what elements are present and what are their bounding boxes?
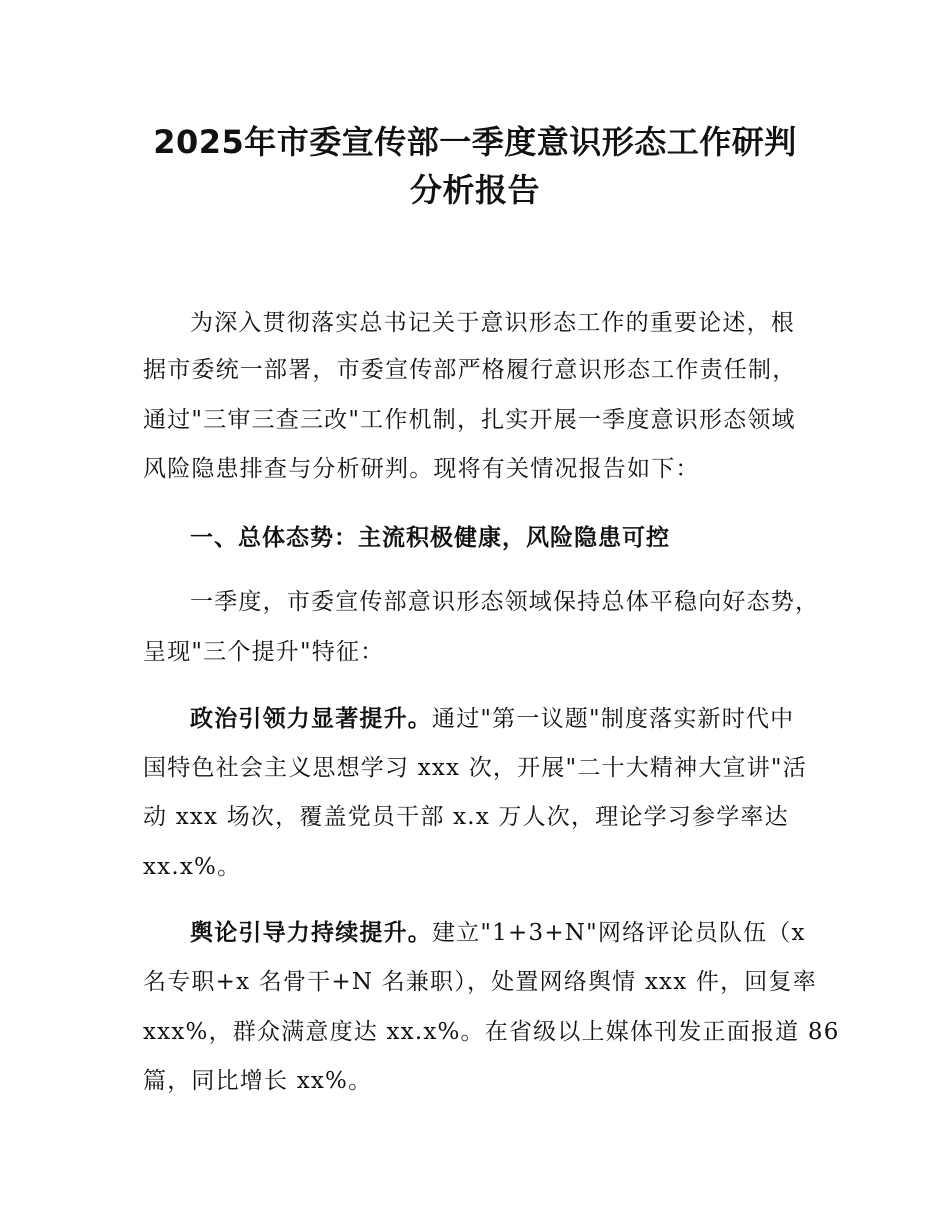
item1-line-2: 国特色社会主义思想学习 xxx 次，开展"二十大精神大宣讲"活 [143,755,807,781]
summary-line-2: 呈现"三个提升"特征： [143,639,385,665]
item2-line-3: xxx%，群众满意度达 xx.x%。在省级以上媒体刊发正面报道 86 [143,1019,840,1045]
item1-line-1 [190,704,794,734]
intro-line-1: 为深入贯彻落实总书记关于意识形态工作的重要论述，根 [190,310,795,336]
document-title-line-1: 2025年市委宣传部一季度意识形态工作研判 [153,123,797,161]
intro-line-4: 风险隐患排查与分析研判。现将有关情况报告如下： [143,456,700,482]
item1-line-4: xx.x%。 [143,854,242,880]
summary-line-1: 一季度，市委宣传部意识形态领域保持总体平稳向好态势， [190,589,820,615]
document-title-line-2: 分析报告 [409,171,540,209]
section-heading: 一、总体态势：主流积极健康，风险隐患可控 [190,525,670,551]
item1-line-3: 动 xxx 场次，覆盖党员干部 x.x 万人次，理论学习参学率达 [143,804,789,830]
intro-line-2: 据市委统一部署，市委宣传部严格履行意识形态工作责任制， [143,357,797,383]
item2-line-1 [190,918,806,948]
item1-lead: 政治引领力显著提升。 [190,706,432,732]
intro-line-3: 通过"三审三查三改"工作机制，扎实开展一季度意识形态领域 [143,407,796,433]
item2-line-4: 篇，同比增长 xx%。 [143,1068,373,1094]
item2-first-rest: 建立"1+3+N"网络评论员队伍（x [432,920,806,946]
item2-lead: 舆论引导力持续提升。 [190,920,432,946]
item2-line-2: 名专职+x 名骨干+N 名兼职），处置网络舆情 xxx 件，回复率 [143,969,817,995]
item1-first-rest: 通过"第一议题"制度落实新时代中 [432,706,795,732]
